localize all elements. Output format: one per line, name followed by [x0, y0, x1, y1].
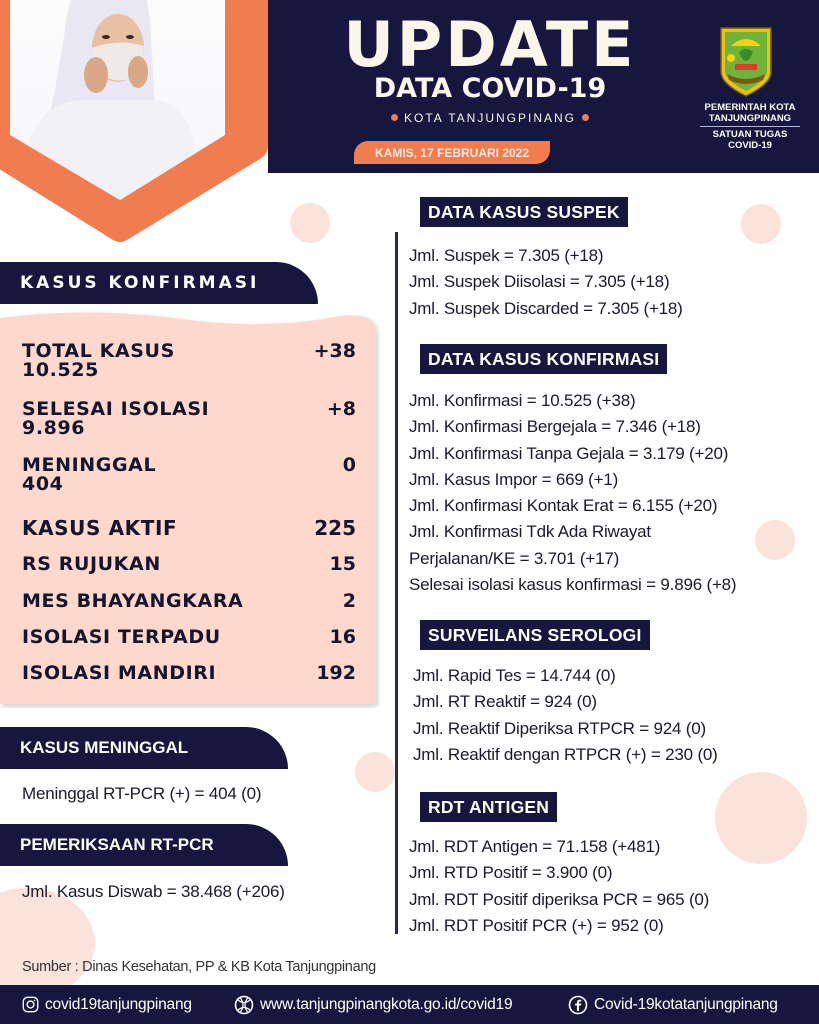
list-item: Jml. Konfirmasi Bergejala = 7.346 (+18) [409, 417, 701, 437]
kasus-meninggal-heading [0, 727, 288, 769]
stat-label: ISOLASI MANDIRI [22, 662, 217, 684]
konfirmasi-list [409, 388, 736, 598]
stat-change: +38 [313, 340, 356, 362]
decor-circle [755, 520, 795, 560]
stat-label: ISOLASI TERPADU [22, 626, 221, 648]
kasus-meninggal-title: KASUS MENINGGAL [20, 738, 189, 757]
stat-selesai-isolasi [22, 400, 356, 438]
list-item: Jml. Rapid Tes = 14.744 (0) [413, 666, 616, 685]
list-item: Jml. RDT Positif PCR (+) = 952 (0) [409, 915, 664, 935]
stat-label: MES BHAYANGKARA [22, 590, 244, 612]
stat-mes-bhayangkara [22, 590, 356, 612]
decor-circle [290, 203, 330, 243]
serologi-heading [420, 620, 650, 650]
list-item: Jml. Suspek = 7.305 (+18) [409, 246, 604, 265]
stat-isolasi-mandiri [22, 662, 356, 684]
government-label [693, 102, 807, 151]
gov-line-1: PEMERINTAH KOTA [704, 102, 796, 113]
stat-total-kasus [22, 342, 356, 380]
stat-label: KASUS AKTIF [22, 516, 178, 540]
list-item: Jml. Reaktif dengan RTPCR (+) = 230 (0) [413, 744, 718, 764]
stat-value: 15 [329, 553, 356, 575]
list-item: Jml. Kasus Impor = 669 (+1) [409, 469, 619, 489]
antigen-title: RDT ANTIGEN [428, 796, 550, 817]
list-item: Jml. RT Reaktif = 924 (0) [413, 692, 597, 712]
stat-label: MENINGGAL [22, 454, 157, 476]
pemeriksaan-title: PEMERIKSAAN RT-PCR [20, 835, 214, 854]
list-item: Jml. Suspek Discarded = 7.305 (+18) [409, 298, 683, 318]
bullet-dot [391, 114, 398, 121]
stat-label: RS RUJUKAN [22, 553, 161, 575]
list-item: Jml. RDT Positif diperiksa PCR = 965 (0) [409, 889, 710, 909]
kasus-konfirmasi-title: KASUS KONFIRMASI [20, 273, 260, 293]
list-item: Jml. RDT Antigen = 71.158 (+481) [409, 837, 661, 856]
suspek-title: DATA KASUS SUSPEK [428, 201, 620, 222]
title-data-covid: DATA COVID-19 [373, 73, 607, 104]
serologi-list [413, 663, 718, 768]
decor-circle [0, 888, 95, 998]
kasus-konfirmasi-panel [0, 310, 380, 708]
stat-label: TOTAL KASUS [22, 340, 175, 362]
stat-value: 16 [329, 626, 356, 648]
instagram-label: covid19tanjungpinang [45, 995, 192, 1013]
decor-circle [355, 752, 395, 792]
footer-instagram-link[interactable] [22, 996, 192, 1014]
stat-label: SELESAI ISOLASI [22, 398, 210, 420]
pemeriksaan-line: Jml. Kasus Diswab = 38.468 (+206) [22, 882, 285, 901]
stat-kasus-aktif [22, 517, 356, 539]
gov-line-2: TANJUNGPINANG [708, 113, 792, 124]
stat-value: 225 [314, 516, 356, 540]
website-label: www.tanjungpinangkota.go.id/covid19 [260, 995, 513, 1013]
task-line-1: SATUAN TUGAS [712, 129, 788, 140]
title-city [300, 110, 680, 126]
footer-bar [0, 985, 819, 1024]
meninggal-line: Meninggal RT-PCR (+) = 404 (0) [22, 784, 262, 803]
city-emblem-icon [717, 22, 775, 98]
facebook-icon [568, 995, 588, 1015]
task-line-2: COVID-19 [728, 140, 772, 151]
list-item: Jml. Konfirmasi Kontak Erat = 6.155 (+20) [409, 496, 718, 516]
serologi-title: SURVEILANS SEROLOGI [428, 624, 642, 645]
stat-value: 404 [22, 473, 64, 495]
list-item: Jml. Reaktif Diperiksa RTPCR = 924 (0) [413, 718, 706, 738]
stat-change: 0 [342, 454, 356, 476]
footer-facebook-link[interactable] [568, 995, 778, 1015]
list-item: Jml. RTD Positif = 3.900 (0) [409, 863, 613, 883]
stat-value: 9.896 [22, 417, 86, 439]
column-divider [395, 232, 398, 934]
decor-circle [715, 772, 807, 864]
list-item: Jml. Suspek Diisolasi = 7.305 (+18) [409, 272, 670, 292]
list-item: Perjalanan/KE = 3.701 (+17) [409, 548, 620, 568]
stat-rs-rujukan [22, 553, 356, 575]
list-item: Jml. Konfirmasi Tanpa Gejala = 3.179 (+20) [409, 443, 729, 463]
decor-circle [741, 204, 781, 244]
photo-hexagon [0, 0, 270, 250]
globe-icon [234, 995, 254, 1015]
instagram-icon [22, 996, 39, 1013]
stat-meninggal [22, 456, 356, 494]
stat-isolasi-terpadu [22, 626, 356, 648]
source-note: Sumber : Dinas Kesehatan, PP & KB Kota Tanjungpinang [22, 959, 376, 975]
list-item: Jml. Konfirmasi = 10.525 (+38) [409, 391, 636, 410]
city-label: KOTA TANJUNGPINANG [403, 111, 577, 125]
date-badge [354, 141, 550, 164]
facebook-label: Covid-19kotatanjungpinang [594, 995, 778, 1013]
list-item: Jml. Konfirmasi Tdk Ada Riwayat [409, 522, 651, 542]
stat-value: 10.525 [22, 359, 99, 381]
stat-value: 2 [342, 590, 356, 612]
antigen-list [409, 834, 709, 939]
masked-student-photo [0, 0, 270, 250]
antigen-heading [420, 792, 557, 822]
konfirmasi-title: DATA KASUS KONFIRMASI [428, 348, 660, 369]
date-label: KAMIS, 17 FEBRUARI 2022 [374, 145, 530, 160]
stat-change: +8 [326, 398, 356, 420]
title-update: UPDATE [343, 8, 637, 81]
stat-value: 192 [316, 662, 356, 684]
suspek-heading [420, 197, 628, 227]
suspek-list [409, 243, 683, 322]
kasus-konfirmasi-heading [0, 262, 318, 304]
pemeriksaan-heading [0, 824, 288, 866]
konfirmasi-heading [420, 344, 667, 374]
list-item: Selesai isolasi kasus konfirmasi = 9.896 (+8) [409, 575, 737, 595]
gov-divider [700, 126, 800, 127]
bullet-dot [582, 114, 589, 121]
footer-website-link[interactable] [234, 995, 512, 1015]
